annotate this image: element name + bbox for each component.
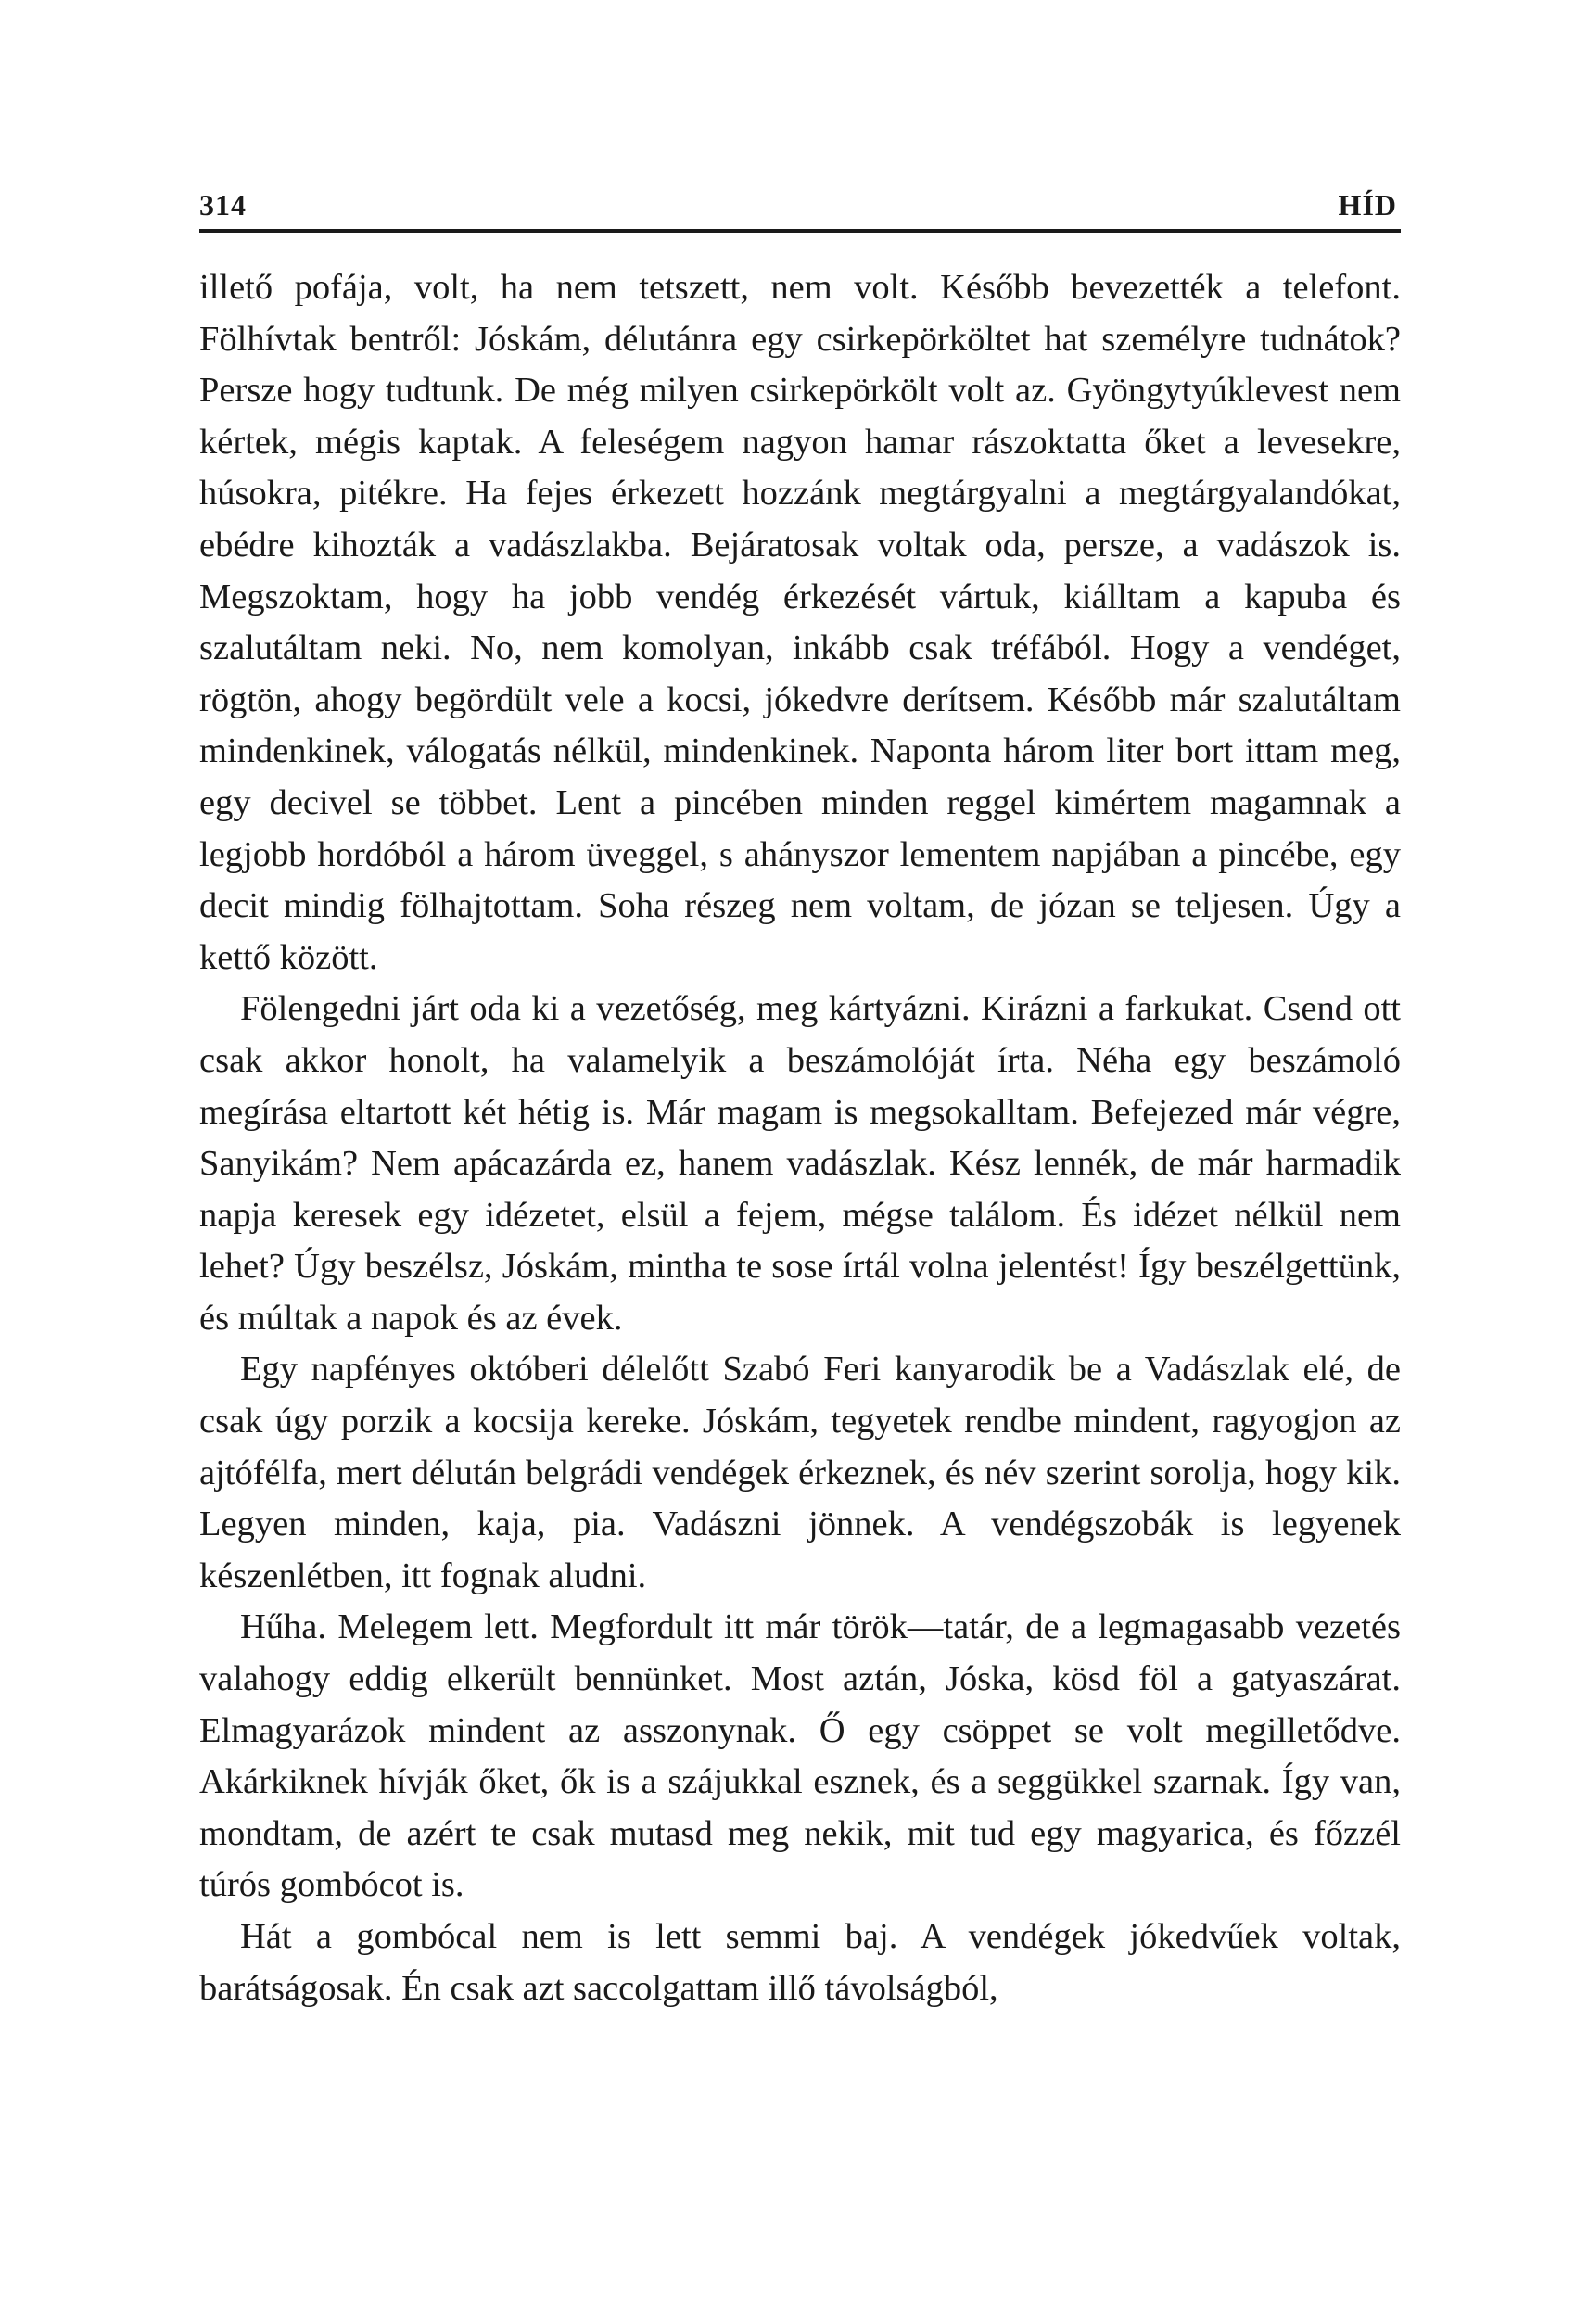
paragraph-3: Egy napfényes októberi délelőtt Szabó Feri kanyarodik be a Vadászlak elé, de csak úgy porzik a kocsija kereke. Jóskám, tegyetek rendbe mindent, ragyogjon az ajtófélfa, mert délután belgrádi vendégek érkeznek, és név szerint sorolja, hogy kik. Legyen minden, kaja, pia. Vadászni jönnek. A vendégszobák is legyenek készenlétben, itt fognak aludni. (199, 1350, 1401, 1595)
paragraph-1: illető pofája, volt, ha nem tetszett, nem volt. Később bevezették a telefont. Fölhívtak bentről: Jóskám, délutánra egy csirkepörköltet hat személyre tudnátok? Persze hogy tudtunk. De még milyen csirkepörkölt volt az. Gyöngytyúklevest nem kértek, mégis kaptak. A feleségem nagyon hamar rászoktatta őket a levesekre, húsokra, pitékre. Ha fejes érkezett hozzánk megtárgyalni a megtárgyalandókat, ebédre kihozták a vadászlakba. Bejáratosak voltak oda, persze, a vadászok is. Megszoktam, hogy ha jobb vendég érkezését vártuk, kiálltam a kapuba és szalutáltam neki. No, nem komolyan, inkább csak tréfából. Hogy a vendéget, rögtön, ahogy begördült vele a kocsi, jókedvre derítsem. Később már szalutáltam mindenkinek, válogatás nélkül, mindenkinek. Naponta három liter bort ittam meg, egy decivel se többet. Lent a pincében minden reggel kimértem magamnak a legjobb hordóból a három üveggel, s ahányszor lementem napjában a pincébe, egy decit mindig fölhajtottam. Soha részeg nem voltam, de józan se teljesen. Úgy a kettő között. (199, 268, 1401, 977)
header-rule (199, 229, 1401, 233)
paragraph-2: Fölengedni járt oda ki a vezetőség, meg kártyázni. Kirázni a farkukat. Csend ott csak akkor honolt, ha valamelyik a beszámolóját írta. Néha egy beszámoló megírása eltartott két hétig is. Már magam is megsokalltam. Befejezed már végre, Sanyikám? Nem apácazárda ez, hanem vadászlak. Kész lennék, de már harmadik napja keresek egy idézetet, elsül a fejem, mégse találom. És idézet nélkül nem lehet? Úgy beszélsz, Jóskám, mintha te sose írtál volna jelentést! Így beszélgettünk, és múltak a napok és az évek. (199, 989, 1401, 1338)
body-text (199, 262, 1401, 2014)
paragraph-4: Hűha. Melegem lett. Megfordult itt már török—tatár, de a legmagasabb vezetés valahogy eddig elkerült bennünket. Most aztán, Jóska, kösd föl a gatyaszárat. Elmagyarázok mindent az asszonynak. Ő egy csöppet se volt megilletődve. Akárkiknek hívják őket, ők is a szájukkal esznek, és a seggükkel szarnak. Így van, mondtam, de azért te csak mutasd meg nekik, mit tud egy magyarica, és főzzél túrós gombócot is. (199, 1607, 1401, 1905)
page-number: 314 (199, 188, 247, 222)
journal-title: HÍD (1338, 188, 1397, 222)
running-head (199, 181, 1401, 229)
paragraph-5: Hát a gombócal nem is lett semmi baj. A vendégek jókedvűek voltak, barátságosak. Én csak azt saccolgattam illő távolságból, (199, 1917, 1401, 2008)
book-page (199, 181, 1401, 2220)
